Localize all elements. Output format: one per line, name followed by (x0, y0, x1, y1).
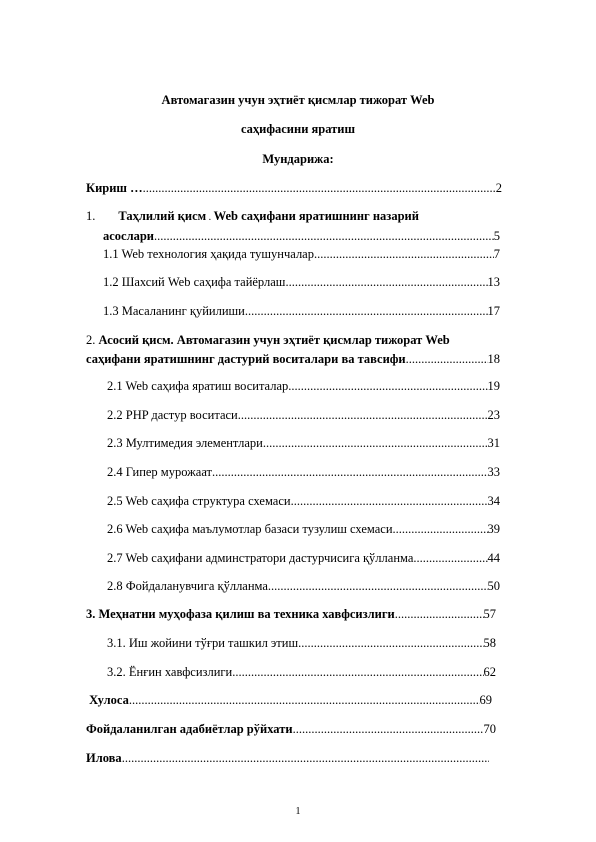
toc-entry-references[interactable] (86, 721, 496, 737)
toc-entry-2-5[interactable] (107, 493, 500, 509)
toc-leader-dots (393, 521, 488, 537)
toc-entry-2-4[interactable] (107, 464, 500, 480)
toc-page-number: 62 (483, 665, 496, 679)
toc-entry-2-6[interactable] (107, 521, 500, 537)
toc-entry-label: 2.8 Фойдаланувчига қўлланма (107, 579, 268, 593)
document-title-line-2: саҳифасини яратиш (240, 122, 356, 136)
toc-entry-label: 2.4 Гипер мурожаат (107, 465, 213, 479)
toc-page-number: 34 (487, 494, 500, 508)
toc-entry-2-3[interactable] (107, 435, 500, 451)
toc-entry-1-1[interactable] (103, 246, 500, 262)
toc-separator: . (206, 212, 214, 223)
toc-leader-dots (143, 180, 496, 196)
toc-leader-dots (406, 351, 488, 367)
toc-page-number: 57 (483, 607, 496, 621)
toc-entry-section-1-line-1[interactable] (86, 208, 419, 226)
toc-entry-label: 1.2 Шахсий Web саҳифа тайёрлаш (103, 275, 286, 289)
toc-leader-dots (298, 635, 483, 651)
toc-page-number: 50 (487, 579, 500, 593)
toc-entry-label: Фойдаланилган адабиётлар рўйхати (86, 722, 293, 736)
toc-page-number: 19 (487, 379, 500, 393)
toc-leader-dots (212, 464, 487, 480)
page-number: 1 (295, 806, 301, 817)
toc-section-number: 1. (86, 209, 96, 223)
toc-leader-dots (314, 246, 494, 262)
toc-entry-label: 2.3 Мултимедия элементлари (107, 436, 263, 450)
toc-entry-3-2[interactable] (107, 664, 496, 680)
toc-entry-3-1[interactable] (107, 635, 496, 651)
toc-leader-dots (129, 692, 480, 708)
toc-entry-appendix[interactable] (86, 750, 489, 766)
toc-entry-label: Кириш … (86, 181, 143, 195)
toc-leader-dots (268, 578, 488, 594)
toc-entry-label: Асосий қисм. Автомагазин учун эҳтиёт қисмлар тижорат Web (98, 333, 450, 347)
toc-page-number: 58 (483, 636, 496, 650)
toc-entry-label: асослари (103, 229, 155, 243)
toc-entry-section-3[interactable] (86, 606, 496, 622)
toc-page-number: 33 (487, 465, 500, 479)
toc-entry-2-7[interactable] (107, 550, 500, 566)
toc-entry-label: 3.1. Иш жойини тўғри ташкил этиш (107, 636, 299, 650)
toc-page-number: 17 (487, 304, 500, 318)
toc-entry-section-2-line-1[interactable] (86, 332, 450, 348)
toc-entry-2-1[interactable] (107, 378, 500, 394)
toc-entry-1-2[interactable] (103, 274, 500, 290)
toc-page-number: 39 (487, 522, 500, 536)
toc-entry-label: 2.5 Web саҳифа структура схемаси (107, 494, 291, 508)
toc-leader-dots (122, 750, 489, 766)
toc-entry-label: 3. Меҳнатни муҳофаза қилиш ва техника хавфсизлиги (86, 607, 395, 621)
toc-entry-introduction[interactable] (86, 180, 502, 196)
toc-page-number: 5 (493, 229, 500, 243)
toc-section-number: 2. (86, 333, 99, 347)
toc-leader-dots (232, 664, 483, 680)
toc-entry-2-8[interactable] (107, 578, 500, 594)
toc-leader-dots (263, 435, 488, 451)
toc-leader-dots (245, 303, 488, 319)
toc-page-number: 31 (487, 436, 500, 450)
toc-leader-dots (285, 274, 487, 290)
toc-entry-label: 2.7 Web саҳифани админстратори дастурчисига қўлланма (107, 551, 414, 565)
toc-leader-dots (293, 721, 484, 737)
toc-page-number: 18 (487, 352, 500, 366)
toc-entry-section-1-line-2[interactable] (103, 228, 500, 244)
toc-page-number: 70 (483, 722, 496, 736)
toc-entry-label: Хулоса (86, 693, 129, 707)
toc-page-number: 69 (479, 693, 492, 707)
document-title-line-1: Автомагазин учун эҳтиёт қисмлар тижорат Web (161, 93, 435, 107)
contents-heading: Мундарижа: (262, 152, 334, 166)
toc-page-number: 2 (495, 181, 502, 195)
toc-entry-conclusion[interactable] (86, 692, 492, 708)
toc-entry-label: 2.6 Web саҳифа маълумотлар базаси тузулиш схемаси (107, 522, 393, 536)
toc-entry-label: Таҳлилий қисм (118, 209, 207, 223)
toc-leader-dots (413, 550, 487, 566)
toc-entry-label: 2.2 PHP дастур воситаси (107, 408, 238, 422)
toc-page-number: 7 (493, 247, 500, 261)
toc-entry-label: Илова (86, 751, 122, 765)
toc-leader-dots (291, 493, 488, 509)
toc-entry-label-continued: Web саҳифани яратишнинг назарий (213, 209, 419, 223)
toc-entry-label: саҳифани яратишнинг дастурий воситалари ва тавсифи (86, 352, 406, 366)
toc-entry-label: 2.1 Web саҳифа яратиш воситалар (107, 379, 289, 393)
toc-entry-1-3[interactable] (103, 303, 500, 319)
toc-leader-dots (288, 378, 487, 394)
toc-page-number: 23 (487, 408, 500, 422)
toc-leader-dots (395, 606, 484, 622)
toc-entry-label: 3.2. Ёнғин хавфсизлиги (107, 665, 233, 679)
toc-entry-label: 1.1 Web технология ҳақида тушунчалар (103, 247, 314, 261)
toc-entry-section-2-line-2[interactable] (86, 351, 500, 367)
toc-page-number: 44 (487, 551, 500, 565)
toc-leader-dots (154, 228, 494, 244)
toc-page-number: 13 (487, 275, 500, 289)
toc-entry-2-2[interactable] (107, 407, 500, 423)
toc-leader-dots (238, 407, 488, 423)
toc-entry-label: 1.3 Масаланинг қуйилиши (103, 304, 245, 318)
